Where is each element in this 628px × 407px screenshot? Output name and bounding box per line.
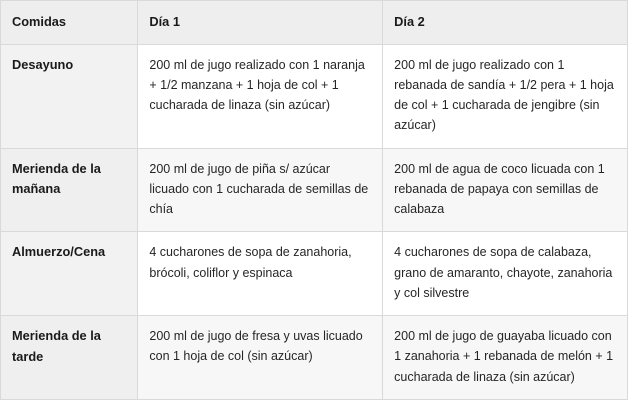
column-header-day-2: Día 2: [383, 1, 628, 45]
cell-day-2: 4 cucharones de sopa de calabaza, grano de amaranto, chayote, zanahoria y col silvestre: [383, 232, 628, 316]
table-row: [1, 44, 628, 148]
row-header-meal: Desayuno: [1, 44, 138, 148]
column-header-day-1: Día 1: [138, 1, 383, 45]
cell-day-2: 200 ml de jugo realizado con 1 rebanada de sandía + 1/2 pera + 1 hoja de col + 1 cucharada de jengibre (sin azúcar): [383, 44, 628, 148]
table-row: [1, 232, 628, 316]
table-row: [1, 316, 628, 400]
cell-day-1: 200 ml de jugo realizado con 1 naranja + 1/2 manzana + 1 hoja de col + 1 cucharada de linaza (sin azúcar): [138, 44, 383, 148]
cell-day-1: 200 ml de jugo de piña s/ azúcar licuado con 1 cucharada de semillas de chía: [138, 148, 383, 232]
table-header-row: [1, 1, 628, 45]
table-header: [1, 1, 628, 45]
row-header-meal: Almuerzo/Cena: [1, 232, 138, 316]
cell-day-1: 4 cucharones de sopa de zanahoria, brócoli, coliflor y espinaca: [138, 232, 383, 316]
cell-day-2: 200 ml de jugo de guayaba licuado con 1 zanahoria + 1 rebanada de melón + 1 cucharada de linaza (sin azúcar): [383, 316, 628, 400]
row-header-meal: Merienda de la mañana: [1, 148, 138, 232]
table-row: [1, 148, 628, 232]
cell-day-2: 200 ml de agua de coco licuada con 1 rebanada de papaya con semillas de calabaza: [383, 148, 628, 232]
column-header-meals: Comidas: [1, 1, 138, 45]
row-header-meal: Merienda de la tarde: [1, 316, 138, 400]
table-body: [1, 44, 628, 399]
cell-day-1: 200 ml de jugo de fresa y uvas licuado con 1 hoja de col (sin azúcar): [138, 316, 383, 400]
